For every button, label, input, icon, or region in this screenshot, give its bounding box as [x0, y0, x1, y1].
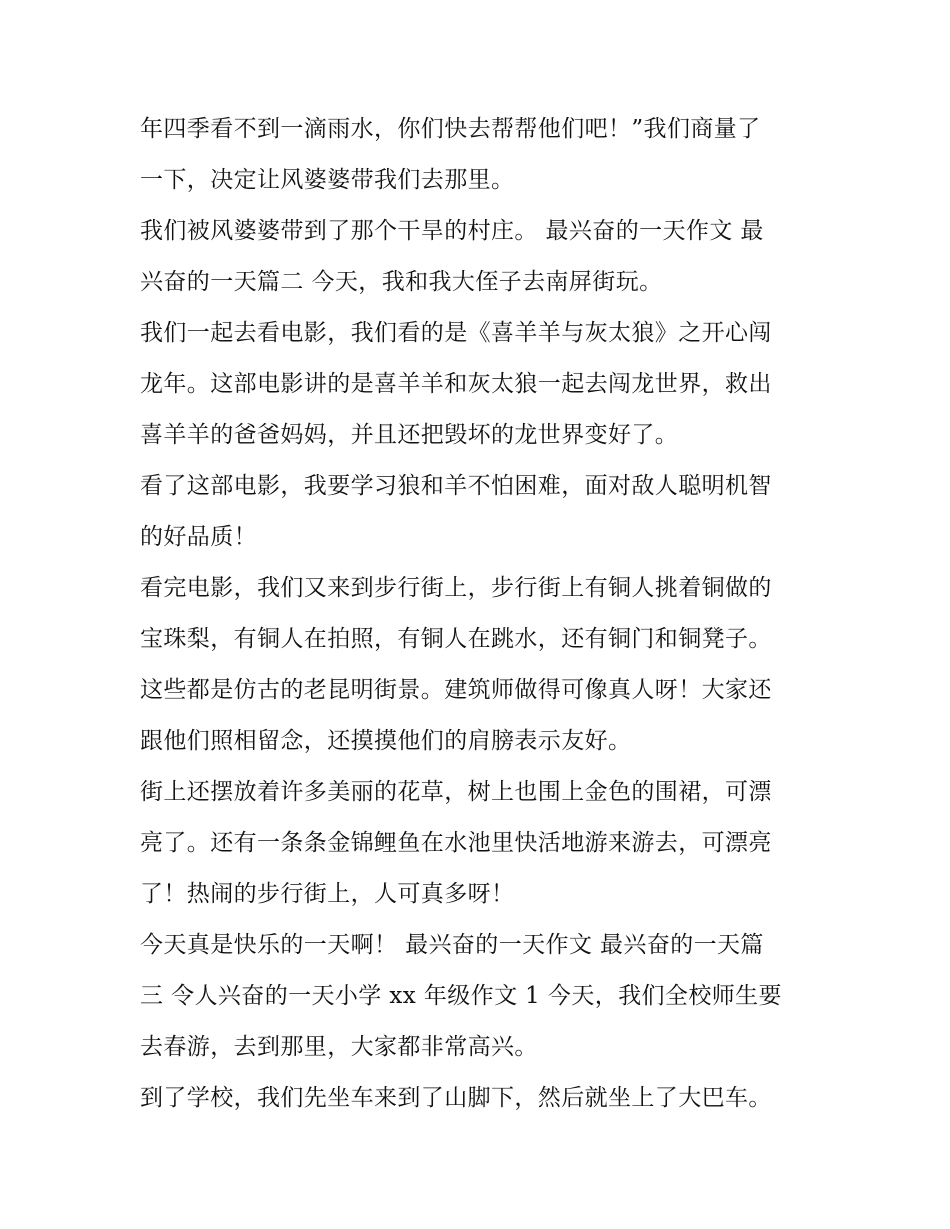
- text-line: 去春游，去到那里，大家都非常高兴。: [140, 1034, 538, 1060]
- text-line: 跟他们照相留念，还摸摸他们的肩膀表示友好。: [140, 728, 632, 754]
- text-line: 亮了。还有一条条金锦鲤鱼在水池里快活地游来游去，可漂亮: [140, 830, 772, 856]
- text-line: 一下，决定让风婆婆带我们去那里。: [140, 167, 515, 193]
- text-line: 这些都是仿古的老昆明街景。建筑师做得可像真人呀！大家还: [140, 677, 772, 703]
- text-line: 我们被风婆婆带到了那个干旱的村庄。 最兴奋的一天作文 最: [140, 218, 764, 244]
- text-line: 街上还摆放着许多美丽的花草，树上也围上金色的围裙，可漂: [140, 779, 772, 805]
- text-line: 了！热闹的步行街上，人可真多呀！: [140, 881, 515, 907]
- text-line: 喜羊羊的爸爸妈妈，并且还把毁坏的龙世界变好了。: [140, 422, 679, 448]
- text-line: 看完电影，我们又来到步行街上，步行街上有铜人挑着铜做的: [140, 575, 772, 601]
- text-line: 年四季看不到一滴雨水，你们快去帮帮他们吧！”我们商量了: [140, 116, 761, 142]
- text-line: 到了学校，我们先坐车来到了山脚下，然后就坐上了大巴车。: [140, 1085, 772, 1111]
- text-line: 看了这部电影，我要学习狼和羊不怕困难，面对敌人聪明机智: [140, 473, 772, 499]
- text-line: 龙年。这部电影讲的是喜羊羊和灰太狼一起去闯龙世界，救出: [140, 371, 772, 397]
- body-text: [140, 104, 820, 1124]
- text-line: 我们一起去看电影，我们看的是《喜羊羊与灰太狼》之开心闯: [140, 320, 772, 346]
- text-line: 兴奋的一天篇二 今天，我和我大侄子去南屏街玩。: [140, 269, 663, 295]
- text-line: 宝珠梨，有铜人在拍照，有铜人在跳水，还有铜门和铜凳子。: [140, 626, 772, 652]
- text-line: 的好品质！: [140, 524, 257, 550]
- text-line: 今天真是快乐的一天啊！ 最兴奋的一天作文 最兴奋的一天篇: [140, 932, 764, 958]
- text-line: 三 令人兴奋的一天小学 xx 年级作文 1 今天，我们全校师生要: [140, 983, 782, 1009]
